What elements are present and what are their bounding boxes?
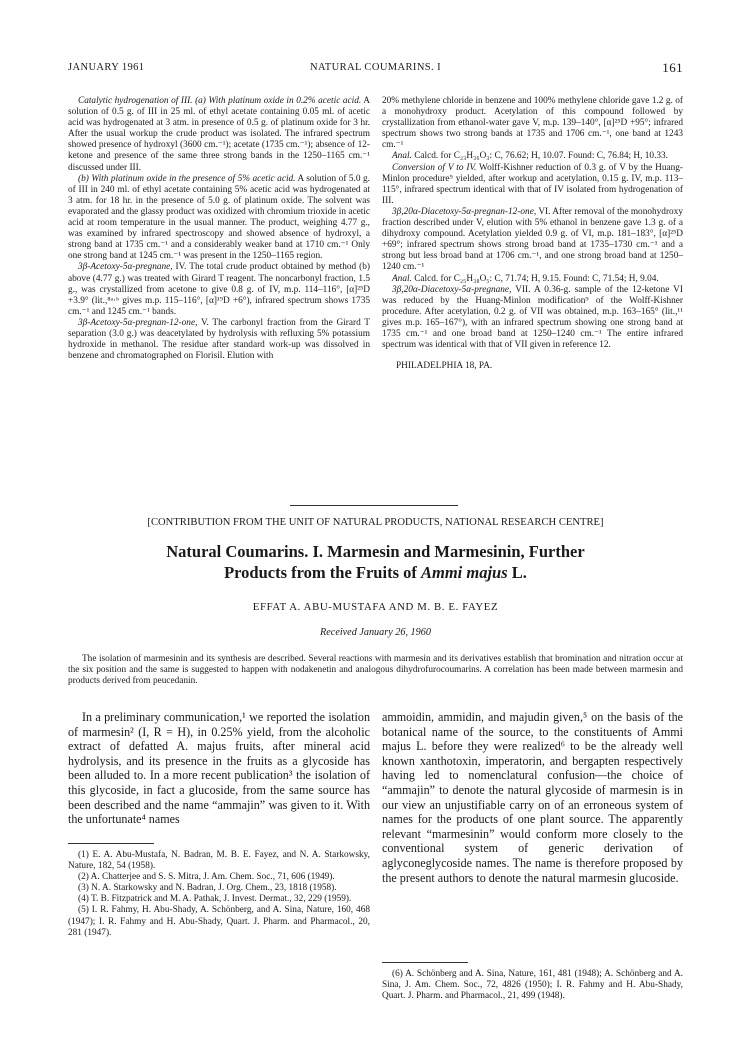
paragraph-compound-vi: 3β,20α-Diacetoxy-5α-pregnan-12-one, VI. After removal of the monohydroxy fraction described under V, elution with 5% ethanol in benzene gave 1.3 g. of a dihydroxy compound. Acetylation yielded 0.9 g. of VI, m.p. 181–183°, [α]²⁵D +69°; infrared spectrum shows strong broad band at 1735–1730 cm.⁻¹ and a strong but less broad band at 1706 cm.⁻¹, and one strong broad band at 1250–1240 cm.⁻¹ (382, 206, 683, 273)
footnote-rule-right (382, 962, 468, 963)
body-column-right: ammoidin, ammidin, and majudin given,⁵ on the basis of the botanical name of the source, to the constituents of Ammi majus L. before they were realized⁶ to be the already well known xanthotoxin, imperatorin, and bergapten respectively having led to nomenclatural confusion—the choice of “ammajin” to denote the natural glycoside of marmesin is in our view an unjustifiable carry on of an erroneous system of names for the products of one plant source. The apparently relevant “marmesinin” would conform more closely to the conventional system of generic derivation of aglyconeglycoside names. The name is therefore proposed by the present authors to denote the natural marmesin glucoside. (382, 710, 683, 885)
footnote-rule-left (68, 843, 154, 844)
paragraph-compound-iv: 3β-Acetoxy-5α-pregnane, IV. The total crude product obtained by method (b) above (4.77 g.) was treated with Girard T reagent. The noncarbonyl fraction, 1.5 g., was crystallized from acetone to give 0.8 g. of IV, m.p. 114–116°, [α]²⁵D +3.9° (lit.,⁸ᵃ·ᵇ gives m.p. 115–116°, [α]¹⁹D +6°), infrared spectrum shows 1735 cm.⁻¹ and 1245 cm.⁻¹ bands. (68, 262, 370, 317)
section-divider (290, 505, 458, 506)
article-title-line-2: Products from the Fruits of Ammi majus L. (224, 563, 527, 582)
footnote-5: (5) I. R. Fahmy, H. Abu-Shady, A. Schönberg, and A. Sina, Nature, 160, 468 (1947); I. R. Fahmy and H. Abu-Shady, Quart. J. Pharm. and Pharmacol., 20, 281 (1947). (68, 905, 370, 938)
abstract: The isolation of marmesinin and its synthesis are described. Several reactions with marmesin and its derivatives establish that bromination and nitration occur at the six position and the same is suggested to happen with nodakenetin and analogous dihydrofurocoumarins. A correlation has been made between marmesin and products derived from peucedanin. (68, 654, 683, 687)
experimental-column-left (68, 96, 370, 490)
paragraph-compound-v: 3β-Acetoxy-5α-pregnan-12-one, V. The carbonyl fraction from the Girard T separation (3.0 g.) was deacetylated by hydrolysis with refluxing 5% potassium hydroxide in methanol. The residue after standard work-up was dissolved in benzene and chromatographed on Florisil. Elution with (68, 317, 370, 362)
footnotes-left (68, 850, 370, 992)
paragraph-compound-vii: 3β,20α-Diacetoxy-5α-pregnane, VII. A 0.36-g. sample of the 12-ketone VI was reduced by the Huang-Minlon modification⁹ of the Wolff-Kishner procedure. After acetylation, 0.2 g. of VII was obtained, m.p. 163–165° (lit.,¹¹ gives m.p. 165–167°), with an infrared spectrum showing one strong band at 1735 cm.⁻¹ and one broad band at 1250–1240 cm.⁻¹ The entire infrared spectrum was identical with that of VII given in reference 12. (382, 284, 683, 351)
page-number: 161 (662, 60, 683, 75)
affiliation-location: PHILADELPHIA 18, PA. (396, 361, 493, 372)
experimental-column-right (382, 96, 683, 490)
article-title-line-1: Natural Coumarins. I. Marmesin and Marmesinin, Further (166, 542, 585, 561)
footnote-3: (3) N. A. Starkowsky and N. Badran, J. Org. Chem., 23, 1818 (1958). (78, 883, 337, 894)
footnote-4: (4) T. B. Fitzpatrick and M. A. Pathak, J. Invest. Dermat., 32, 229 (1959). (78, 894, 352, 905)
authors: EFFAT A. ABU-MUSTAFA AND M. B. E. FAYEZ (252, 601, 499, 613)
footnote-6: (6) A. Schönberg and A. Sina, Nature, 161, 481 (1948); A. Schönberg and A. Sina, J. Am. Chem. Soc., 72, 4826 (1950); I. R. Fahmy and H. Abu-Shady, Quart. J. Pharm. and Pharmacol., 21, 499 (1948). (382, 969, 683, 1002)
received-date: Received January 26, 1960 (320, 627, 431, 638)
paragraph-analysis-vi: Anal. Calcd. for C₂₅H₃₈O₅: C, 71.74; H, 9.15. Found: C, 71.54; H, 9.04. (392, 273, 659, 284)
footnote-1: (1) E. A. Abu-Mustafa, N. Badran, M. B. E. Fayez, and N. A. Starkowsky, Nature, 182, 54 (1958). (68, 850, 370, 872)
paragraph-hydrogenation-b: (b) With platinum oxide in the presence of 5% acetic acid. A solution of 5.0 g. of III in 240 ml. of ethyl acetate containing 5% acetic acid was hydrogenated at 3 atm. for 18 hr. in the presence of 5.0 g. of platinum oxide. The solvent was evaporated and the glassy product was oxidized with chromium trioxide in acetic acid at room temperature in the usual manner. The product, weighing 4.77 g., was examined by infrared spectroscopy and showed absence of hydroxyl, a strong band at 1735 cm.⁻¹ and a considerably weaker band at 1710 cm.⁻¹ Only one strong band at 1245 cm.⁻¹ was present in the 1250–1165 region. (68, 173, 370, 262)
running-head-title: NATURAL COUMARINS. I (310, 62, 441, 73)
paragraph-analysis-v: Anal. Calcd. for C₂₃H₃₆O₃: C, 76.62; H, 10.07. Found: C, 76.84; H, 10.33. (392, 151, 669, 162)
body-column-left: In a preliminary communication,¹ we reported the isolation of marmesin² (I, R = H), in 0.25% yield, from the alcoholic extract of defatted A. majus fruits, after mineral acid hydrolysis, and its presence in the fruits as a glycoside has been alluded to. In a more recent publication³ the isolation of this glycoside, in fact a glucoside, from the same source has been described and the name “ammajin” was given to it. With the unfortunate⁴ names (68, 710, 370, 827)
footnotes-right (382, 969, 683, 1009)
running-head (68, 62, 683, 76)
paragraph-conversion: Conversion of V to IV. Wolff-Kishner reduction of 0.3 g. of V by the Huang-Minlon procedure⁹ yielded, after workup and acetylation, 0.15 g. IV, m.p. 113–115°, infrared spectrum identical with that of IV isolated from hydrogenation of III. (382, 162, 683, 206)
paragraph-continued: 20% methylene chloride in benzene and 100% methylene chloride gave 1.2 g. of a monohydroxy product. Acetylation of this compound followed by crystallization from ethanol-water gave V, m.p. 139–140°, [α]²⁵D +95°; infrared spectrum shows two strong bands at 1735 and 1706 cm.⁻¹, one band at 1243 cm.⁻¹ (382, 96, 683, 151)
footnote-2: (2) A. Chatterjee and S. S. Mitra, J. Am. Chem. Soc., 71, 606 (1949). (78, 872, 335, 883)
contribution-line: [CONTRIBUTION FROM THE UNIT OF NATURAL PRODUCTS, NATIONAL RESEARCH CENTRE] (147, 517, 604, 528)
paragraph-hydrogenation-a: Catalytic hydrogenation of III. (a) With platinum oxide in 0.2% acetic acid. A solution of 0.5 g. of III in 25 ml. of ethyl acetate containing 0.05 ml. of acetic acid was hydrogenated at 3 atm. in presence of 0.5 g. of platinum oxide for 3 hr. After the usual workup the crude product was isolated. The infrared spectrum showed presence of hydroxyl (3600 cm.⁻¹); acetate (1735 cm.⁻¹); absence of 12-ketone and presence of the same three strong bands in the 1250–1165 cm.⁻¹ discussed under III. (68, 96, 370, 173)
running-head-date: JANUARY 1961 (68, 62, 145, 73)
